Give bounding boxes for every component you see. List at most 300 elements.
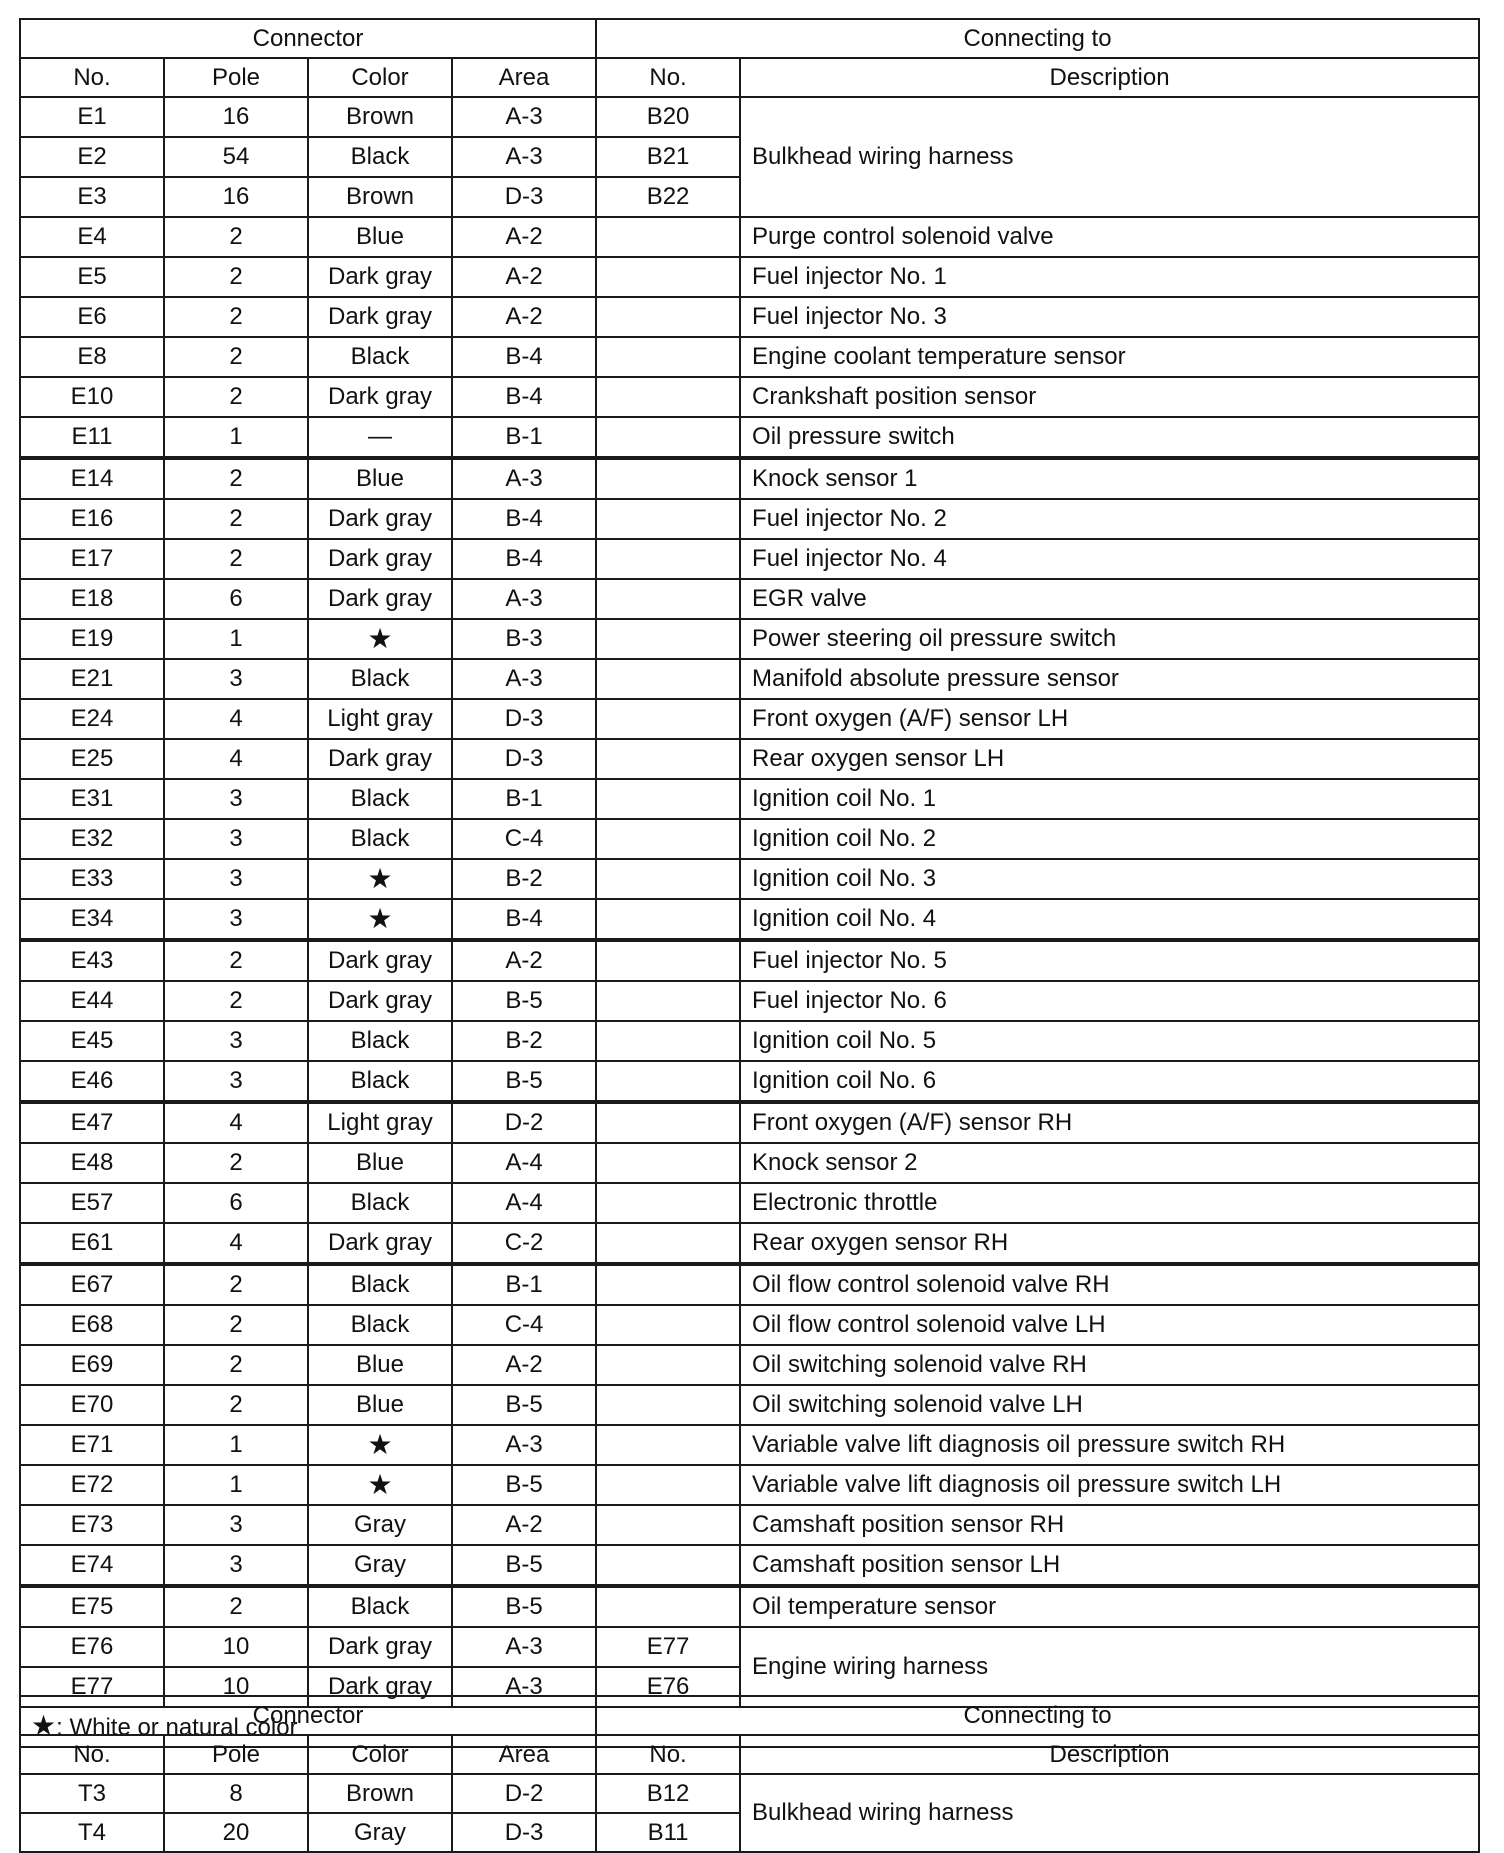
cell-color: ★ [308, 899, 452, 940]
cell-color: Dark gray [308, 257, 452, 297]
cell-area: A-2 [452, 297, 596, 337]
cell-description: Engine coolant temperature sensor [740, 337, 1479, 377]
cell-area: A-2 [452, 217, 596, 257]
cell-connecting-no [596, 579, 740, 619]
cell-area: C-2 [452, 1223, 596, 1264]
cell-pole: 10 [164, 1667, 308, 1707]
cell-description: Oil switching solenoid valve RH [740, 1345, 1479, 1385]
table-row [20, 1545, 1479, 1586]
cell-pole: 54 [164, 137, 308, 177]
cell-pole: 3 [164, 1021, 308, 1061]
cell-pole: 2 [164, 981, 308, 1021]
table-row [20, 1183, 1479, 1223]
cell-connector-no: T4 [20, 1813, 164, 1852]
cell-color: Blue [308, 1385, 452, 1425]
cell-area: A-2 [452, 257, 596, 297]
cell-connecting-no [596, 1465, 740, 1505]
cell-area: A-3 [452, 1425, 596, 1465]
cell-connecting-no [596, 377, 740, 417]
cell-color: Black [308, 1183, 452, 1223]
table-row [20, 1102, 1479, 1143]
cell-pole: 3 [164, 659, 308, 699]
cell-area: B-4 [452, 499, 596, 539]
cell-description: Camshaft position sensor RH [740, 1505, 1479, 1545]
cell-connecting-no: B21 [596, 137, 740, 177]
col-header-to-no: No. [596, 58, 740, 97]
table-row [20, 257, 1479, 297]
cell-connecting-no [596, 1102, 740, 1143]
cell-color: Gray [308, 1545, 452, 1586]
cell-color: Black [308, 1061, 452, 1102]
cell-color: Gray [308, 1813, 452, 1852]
table-row [20, 297, 1479, 337]
cell-pole: 1 [164, 1425, 308, 1465]
cell-connecting-no [596, 739, 740, 779]
cell-pole: 2 [164, 257, 308, 297]
col-header-to-no: No. [596, 1735, 740, 1774]
cell-pole: 2 [164, 1385, 308, 1425]
table-body [20, 1774, 1479, 1852]
cell-pole: 3 [164, 899, 308, 940]
cell-area: A-3 [452, 579, 596, 619]
cell-connector-no: T3 [20, 1774, 164, 1813]
cell-connecting-no: B20 [596, 97, 740, 137]
cell-color: Black [308, 1264, 452, 1305]
cell-connector-no: E33 [20, 859, 164, 899]
cell-connector-no: E2 [20, 137, 164, 177]
cell-color: Black [308, 659, 452, 699]
table-row [20, 458, 1479, 499]
cell-area: D-3 [452, 177, 596, 217]
cell-color: Black [308, 779, 452, 819]
table-row [20, 1305, 1479, 1345]
cell-description: Manifold absolute pressure sensor [740, 659, 1479, 699]
col-header-description: Description [740, 58, 1479, 97]
group-header-connecting-to: Connecting to [596, 1696, 1479, 1735]
cell-pole: 2 [164, 217, 308, 257]
cell-connecting-no [596, 217, 740, 257]
group-header-row [20, 19, 1479, 58]
cell-connecting-no [596, 257, 740, 297]
table-row [20, 619, 1479, 659]
cell-color: Black [308, 1021, 452, 1061]
cell-area: B-5 [452, 1545, 596, 1586]
cell-pole: 2 [164, 1345, 308, 1385]
cell-description: Fuel injector No. 5 [740, 940, 1479, 981]
cell-connector-no: E5 [20, 257, 164, 297]
cell-color: Light gray [308, 699, 452, 739]
cell-description: Oil flow control solenoid valve LH [740, 1305, 1479, 1345]
cell-connector-no: E76 [20, 1627, 164, 1667]
cell-area: B-3 [452, 619, 596, 659]
cell-area: C-4 [452, 819, 596, 859]
cell-color: Dark gray [308, 739, 452, 779]
cell-connector-no: E25 [20, 739, 164, 779]
cell-color: Dark gray [308, 499, 452, 539]
cell-description: Fuel injector No. 1 [740, 257, 1479, 297]
cell-connector-no: E46 [20, 1061, 164, 1102]
cell-color: Black [308, 337, 452, 377]
col-header-no: No. [20, 58, 164, 97]
cell-description: Purge control solenoid valve [740, 217, 1479, 257]
cell-description: Knock sensor 2 [740, 1143, 1479, 1183]
cell-description: Rear oxygen sensor RH [740, 1223, 1479, 1264]
cell-color: ★ [308, 619, 452, 659]
cell-connector-no: E3 [20, 177, 164, 217]
table-row [20, 940, 1479, 981]
cell-color: Dark gray [308, 981, 452, 1021]
cell-description: Fuel injector No. 2 [740, 499, 1479, 539]
cell-pole: 16 [164, 177, 308, 217]
cell-area: B-1 [452, 1264, 596, 1305]
table-body [20, 97, 1479, 1707]
cell-connecting-no [596, 1385, 740, 1425]
cell-connecting-no [596, 779, 740, 819]
cell-description: Ignition coil No. 6 [740, 1061, 1479, 1102]
table-row [20, 739, 1479, 779]
cell-description: Oil pressure switch [740, 417, 1479, 458]
cell-connector-no: E77 [20, 1667, 164, 1707]
table-row [20, 699, 1479, 739]
cell-connector-no: E11 [20, 417, 164, 458]
cell-connecting-no [596, 539, 740, 579]
cell-pole: 2 [164, 1264, 308, 1305]
cell-connector-no: E17 [20, 539, 164, 579]
cell-description: Oil temperature sensor [740, 1586, 1479, 1627]
cell-connector-no: E71 [20, 1425, 164, 1465]
cell-description: Fuel injector No. 3 [740, 297, 1479, 337]
cell-connecting-no [596, 1183, 740, 1223]
cell-area: D-3 [452, 1813, 596, 1852]
cell-color: Blue [308, 458, 452, 499]
cell-color: Dark gray [308, 297, 452, 337]
cell-connector-no: E70 [20, 1385, 164, 1425]
cell-area: C-4 [452, 1305, 596, 1345]
cell-area: A-3 [452, 458, 596, 499]
group-header-connector: Connector [20, 1696, 596, 1735]
cell-description: Oil flow control solenoid valve RH [740, 1264, 1479, 1305]
table-row [20, 1586, 1479, 1627]
cell-connector-no: E45 [20, 1021, 164, 1061]
cell-pole: 16 [164, 97, 308, 137]
cell-area: B-1 [452, 417, 596, 458]
cell-connecting-no [596, 1545, 740, 1586]
cell-description: EGR valve [740, 579, 1479, 619]
cell-connector-no: E72 [20, 1465, 164, 1505]
cell-connector-no: E19 [20, 619, 164, 659]
cell-color: ★ [308, 859, 452, 899]
cell-color: Gray [308, 1505, 452, 1545]
cell-description: Ignition coil No. 2 [740, 819, 1479, 859]
cell-area: B-4 [452, 377, 596, 417]
cell-connector-no: E44 [20, 981, 164, 1021]
cell-area: A-3 [452, 137, 596, 177]
cell-area: D-2 [452, 1774, 596, 1813]
cell-connecting-no: E76 [596, 1667, 740, 1707]
cell-connecting-no [596, 1425, 740, 1465]
cell-connecting-no [596, 417, 740, 458]
cell-color: Blue [308, 1345, 452, 1385]
cell-color: Dark gray [308, 539, 452, 579]
cell-connecting-no [596, 1264, 740, 1305]
cell-area: B-5 [452, 1465, 596, 1505]
cell-description: Knock sensor 1 [740, 458, 1479, 499]
table-row [20, 1345, 1479, 1385]
cell-pole: 8 [164, 1774, 308, 1813]
cell-pole: 1 [164, 619, 308, 659]
cell-color: Dark gray [308, 1223, 452, 1264]
cell-connector-no: E73 [20, 1505, 164, 1545]
cell-connector-no: E16 [20, 499, 164, 539]
cell-pole: 2 [164, 297, 308, 337]
table-row [20, 1505, 1479, 1545]
cell-connecting-no [596, 458, 740, 499]
cell-color: Black [308, 1586, 452, 1627]
cell-area: B-4 [452, 539, 596, 579]
cell-description: Ignition coil No. 3 [740, 859, 1479, 899]
cell-description: Electronic throttle [740, 1183, 1479, 1223]
cell-pole: 3 [164, 859, 308, 899]
cell-connector-no: E6 [20, 297, 164, 337]
cell-area: A-2 [452, 940, 596, 981]
cell-area: D-2 [452, 1102, 596, 1143]
cell-pole: 2 [164, 1305, 308, 1345]
col-header-color: Color [308, 1735, 452, 1774]
table-row [20, 1385, 1479, 1425]
cell-pole: 4 [164, 1223, 308, 1264]
table-row [20, 659, 1479, 699]
cell-description: Fuel injector No. 4 [740, 539, 1479, 579]
cell-description: Bulkhead wiring harness [740, 97, 1479, 217]
cell-description: Bulkhead wiring harness [740, 1774, 1479, 1852]
cell-area: B-4 [452, 337, 596, 377]
cell-connector-no: E61 [20, 1223, 164, 1264]
cell-pole: 2 [164, 539, 308, 579]
cell-connecting-no [596, 699, 740, 739]
cell-connecting-no [596, 1061, 740, 1102]
cell-description: Ignition coil No. 4 [740, 899, 1479, 940]
cell-area: A-4 [452, 1143, 596, 1183]
col-header-pole: Pole [164, 58, 308, 97]
cell-pole: 2 [164, 1143, 308, 1183]
cell-area: D-3 [452, 739, 596, 779]
col-header-no: No. [20, 1735, 164, 1774]
cell-connecting-no [596, 337, 740, 377]
cell-connecting-no [596, 499, 740, 539]
cell-connecting-no [596, 899, 740, 940]
cell-pole: 1 [164, 1465, 308, 1505]
table-row [20, 1143, 1479, 1183]
cell-pole: 2 [164, 1586, 308, 1627]
table-row [20, 1223, 1479, 1264]
group-header-connecting-to: Connecting to [596, 19, 1479, 58]
cell-connector-no: E1 [20, 97, 164, 137]
cell-area: A-3 [452, 97, 596, 137]
cell-pole: 6 [164, 1183, 308, 1223]
col-header-color: Color [308, 58, 452, 97]
cell-connector-no: E14 [20, 458, 164, 499]
cell-connector-no: E68 [20, 1305, 164, 1345]
table-row [20, 1774, 1479, 1813]
table-row [20, 1061, 1479, 1102]
table-row [20, 579, 1479, 619]
cell-connector-no: E43 [20, 940, 164, 981]
cell-pole: 4 [164, 1102, 308, 1143]
cell-connector-no: E4 [20, 217, 164, 257]
table-row [20, 97, 1479, 137]
cell-connecting-no [596, 1021, 740, 1061]
cell-pole: 10 [164, 1627, 308, 1667]
cell-area: B-4 [452, 899, 596, 940]
cell-connector-no: E48 [20, 1143, 164, 1183]
cell-connector-no: E32 [20, 819, 164, 859]
cell-pole: 3 [164, 1545, 308, 1586]
table-row [20, 1465, 1479, 1505]
cell-connector-no: E18 [20, 579, 164, 619]
cell-description: Fuel injector No. 6 [740, 981, 1479, 1021]
cell-pole: 1 [164, 417, 308, 458]
table-row [20, 899, 1479, 940]
cell-pole: 3 [164, 779, 308, 819]
table-row [20, 1021, 1479, 1061]
cell-color: Black [308, 819, 452, 859]
table-row [20, 1425, 1479, 1465]
table-row [20, 981, 1479, 1021]
col-header-area: Area [452, 58, 596, 97]
col-header-pole: Pole [164, 1735, 308, 1774]
cell-pole: 3 [164, 819, 308, 859]
cell-color: Dark gray [308, 1627, 452, 1667]
cell-description: Camshaft position sensor LH [740, 1545, 1479, 1586]
cell-connecting-no [596, 1143, 740, 1183]
cell-connector-no: E74 [20, 1545, 164, 1586]
cell-area: A-3 [452, 1667, 596, 1707]
cell-connector-no: E10 [20, 377, 164, 417]
cell-pole: 4 [164, 699, 308, 739]
cell-connecting-no: E77 [596, 1627, 740, 1667]
table-row [20, 417, 1479, 458]
group-header-connector: Connector [20, 19, 596, 58]
table-row [20, 779, 1479, 819]
cell-description: Variable valve lift diagnosis oil pressure switch RH [740, 1425, 1479, 1465]
cell-color: Black [308, 1305, 452, 1345]
table-row [20, 859, 1479, 899]
cell-color: Blue [308, 1143, 452, 1183]
cell-area: A-2 [452, 1345, 596, 1385]
cell-connector-no: E31 [20, 779, 164, 819]
cell-color: Blue [308, 217, 452, 257]
cell-pole: 2 [164, 940, 308, 981]
cell-color: — [308, 417, 452, 458]
cell-area: B-2 [452, 1021, 596, 1061]
column-header-row [20, 1735, 1479, 1774]
cell-description: Front oxygen (A/F) sensor RH [740, 1102, 1479, 1143]
cell-area: B-5 [452, 1061, 596, 1102]
table-row [20, 1627, 1479, 1667]
cell-connector-no: E67 [20, 1264, 164, 1305]
table-row [20, 337, 1479, 377]
cell-color: Dark gray [308, 377, 452, 417]
cell-description: Rear oxygen sensor LH [740, 739, 1479, 779]
cell-area: B-2 [452, 859, 596, 899]
cell-area: B-5 [452, 1385, 596, 1425]
table-row [20, 377, 1479, 417]
cell-connecting-no [596, 619, 740, 659]
cell-connecting-no [596, 1586, 740, 1627]
cell-area: B-5 [452, 1586, 596, 1627]
cell-connector-no: E57 [20, 1183, 164, 1223]
cell-color: Brown [308, 97, 452, 137]
cell-color: Brown [308, 177, 452, 217]
cell-pole: 3 [164, 1061, 308, 1102]
table-row [20, 1264, 1479, 1305]
footnote-text: : White or natural color [56, 1714, 298, 1741]
cell-connecting-no [596, 1305, 740, 1345]
cell-color: Brown [308, 1774, 452, 1813]
cell-connector-no: E24 [20, 699, 164, 739]
cell-description: Variable valve lift diagnosis oil pressure switch LH [740, 1465, 1479, 1505]
connector-table-e [19, 18, 1480, 1748]
star-icon: ★ [31, 1710, 57, 1741]
cell-pole: 4 [164, 739, 308, 779]
cell-pole: 2 [164, 499, 308, 539]
cell-connecting-no [596, 981, 740, 1021]
cell-connecting-no [596, 659, 740, 699]
cell-pole: 2 [164, 458, 308, 499]
cell-color: ★ [308, 1425, 452, 1465]
cell-connecting-no: B11 [596, 1813, 740, 1852]
group-header-row [20, 1696, 1479, 1735]
table-row [20, 499, 1479, 539]
cell-connecting-no [596, 1223, 740, 1264]
cell-connecting-no [596, 819, 740, 859]
cell-color: Dark gray [308, 1667, 452, 1707]
table-row [20, 217, 1479, 257]
cell-area: A-3 [452, 1627, 596, 1667]
table-row [20, 539, 1479, 579]
table-row [20, 819, 1479, 859]
cell-area: A-4 [452, 1183, 596, 1223]
col-header-area: Area [452, 1735, 596, 1774]
cell-connecting-no: B22 [596, 177, 740, 217]
cell-description: Ignition coil No. 1 [740, 779, 1479, 819]
cell-connector-no: E75 [20, 1586, 164, 1627]
cell-connecting-no: B12 [596, 1774, 740, 1813]
cell-pole: 6 [164, 579, 308, 619]
connector-table-t [19, 1695, 1480, 1853]
cell-connecting-no [596, 1345, 740, 1385]
cell-connector-no: E8 [20, 337, 164, 377]
cell-connecting-no [596, 297, 740, 337]
cell-pole: 2 [164, 377, 308, 417]
cell-area: B-1 [452, 779, 596, 819]
cell-color: Light gray [308, 1102, 452, 1143]
cell-area: A-2 [452, 1505, 596, 1545]
cell-pole: 20 [164, 1813, 308, 1852]
cell-connecting-no [596, 1505, 740, 1545]
col-header-description: Description [740, 1735, 1479, 1774]
cell-connector-no: E47 [20, 1102, 164, 1143]
cell-connecting-no [596, 859, 740, 899]
cell-color: Dark gray [308, 579, 452, 619]
cell-connector-no: E21 [20, 659, 164, 699]
cell-pole: 2 [164, 337, 308, 377]
cell-color: ★ [308, 1465, 452, 1505]
cell-description: Ignition coil No. 5 [740, 1021, 1479, 1061]
cell-description: Engine wiring harness [740, 1627, 1479, 1707]
cell-color: Black [308, 137, 452, 177]
cell-connector-no: E34 [20, 899, 164, 940]
